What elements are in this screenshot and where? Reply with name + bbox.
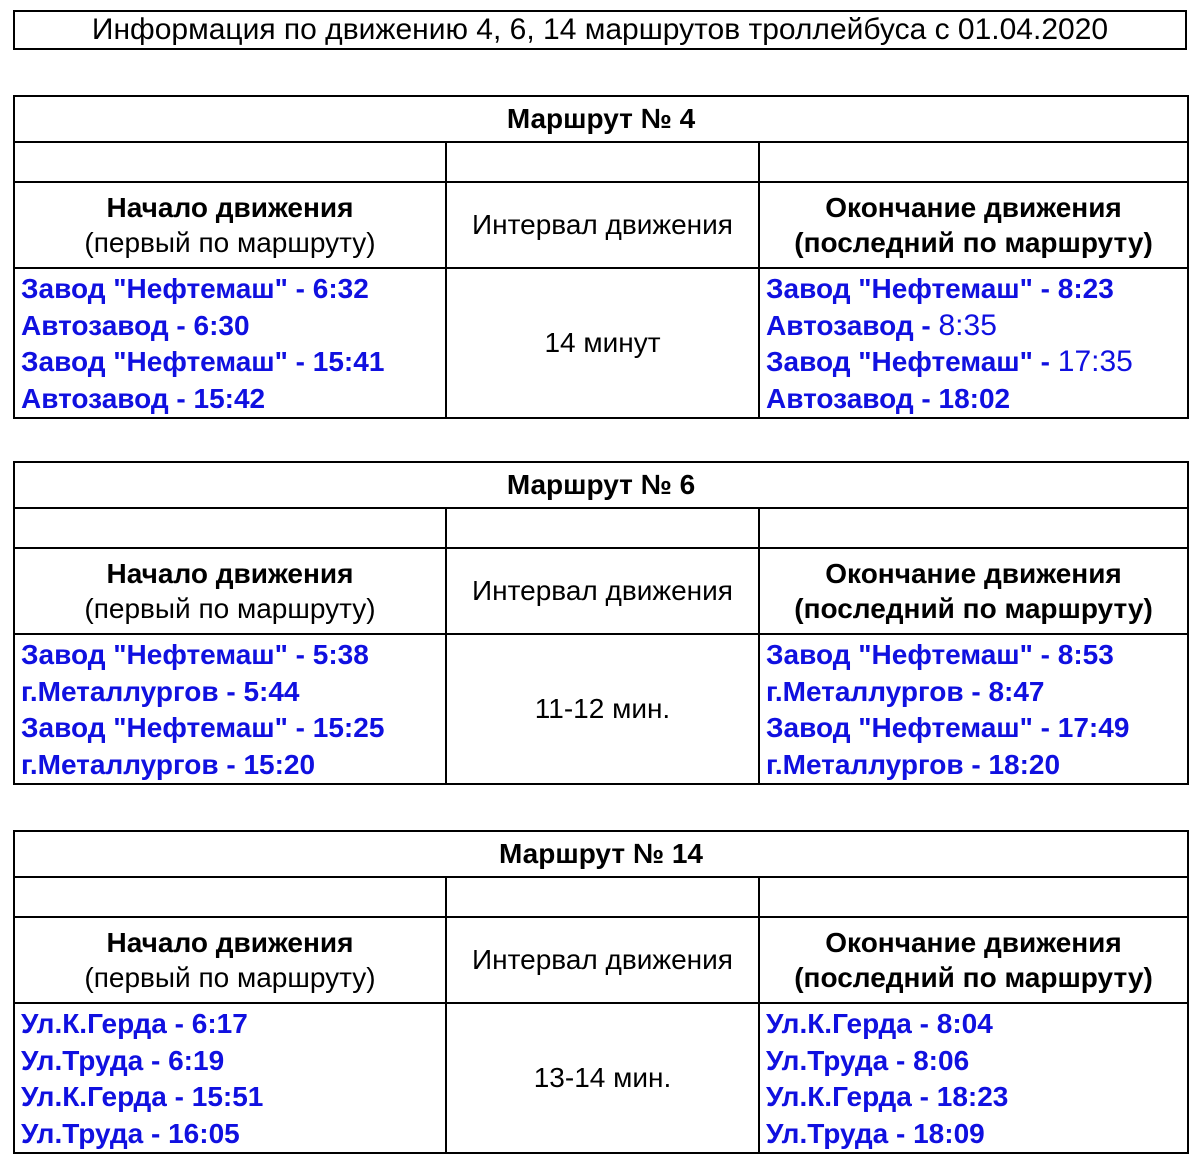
start-times [14,1003,446,1153]
start-subheader: (первый по маршруту) [84,593,376,624]
interval-header: Интервал движения [446,917,759,1003]
end-stop: г.Металлургов - 18:20 [766,748,1061,780]
start-time-entry: Завод "Нефтемаш" - 5:38 [21,639,369,670]
end-times [759,268,1188,418]
start-header-cell [14,917,446,1003]
end-time-entry [766,308,1187,345]
start-time-entry: Ул.К.Герда - 6:17 [21,1008,248,1039]
end-stop: г.Металлургов - 8:47 [766,675,1045,707]
end-stop: Ул.К.Герда - 18:23 [766,1081,1009,1112]
end-stop: Завод "Нефтемаш" - [766,346,1058,377]
end-times [759,634,1188,784]
end-time-entry [766,747,1187,784]
blank-row [14,877,1188,917]
end-subheader: (последний по маршруту) [794,962,1153,993]
route-title: Маршрут № 6 [14,462,1188,508]
start-header-cell [14,182,446,268]
end-time: 17:35 [1057,345,1133,378]
end-header: Окончание движения [825,927,1122,958]
interval-header: Интервал движения [446,548,759,634]
end-stop: Завод "Нефтемаш" - 17:49 [766,712,1130,743]
start-subheader: (первый по маршруту) [84,227,376,258]
start-header: Начало движения [106,192,354,223]
start-time-entry: Завод "Нефтемаш" - 15:25 [21,712,385,743]
end-time-entry [766,637,1187,674]
blank-row [14,142,1188,182]
end-time-entry [766,381,1187,418]
start-time-entry: Ул.Труда - 16:05 [21,1117,240,1149]
start-time-entry: Завод "Нефтемаш" - 15:41 [21,346,385,377]
interval-value: 11-12 мин. [446,634,759,784]
end-stop: Ул.Труда - 8:06 [766,1044,970,1076]
end-time-entry [766,344,1187,381]
start-times [14,634,446,784]
end-time-entry [766,1043,1187,1080]
end-header-cell [759,917,1188,1003]
start-time-entry: г.Металлургов - 5:44 [21,675,300,707]
blank-row [14,508,1188,548]
end-time-entry [766,1006,1187,1043]
start-header: Начало движения [106,927,354,958]
interval-header: Интервал движения [446,182,759,268]
end-header: Окончание движения [825,192,1122,223]
end-time-entry [766,710,1187,747]
start-time-entry: Ул.К.Герда - 15:51 [21,1081,264,1112]
interval-value: 13-14 мин. [446,1003,759,1153]
end-stop: Завод "Нефтемаш" - 8:53 [766,639,1114,670]
end-header: Окончание движения [825,558,1122,589]
start-time-entry: Автозавод - 15:42 [21,382,266,414]
end-stop: Автозавод - [766,309,939,341]
start-time-entry: Ул.Труда - 6:19 [21,1044,225,1076]
end-time-entry [766,271,1187,308]
interval-value: 14 минут [446,268,759,418]
start-times [14,268,446,418]
end-time: 8:35 [938,308,997,342]
end-stop: Автозавод - 18:02 [766,382,1011,414]
start-time-entry: Автозавод - 6:30 [21,309,250,341]
end-time-entry [766,674,1187,711]
start-header: Начало движения [106,558,354,589]
start-subheader: (первый по маршруту) [84,962,376,993]
end-header-cell [759,548,1188,634]
end-subheader: (последний по маршруту) [794,227,1153,258]
end-times [759,1003,1188,1153]
route-table-4 [13,95,1189,419]
route-title: Маршрут № 4 [14,96,1188,142]
end-time-entry [766,1116,1187,1153]
start-header-cell [14,548,446,634]
route-table-6 [13,461,1189,785]
route-table-14 [13,830,1189,1154]
start-time-entry: Завод "Нефтемаш" - 6:32 [21,273,369,304]
end-time-entry [766,1079,1187,1116]
route-title: Маршрут № 14 [14,831,1188,877]
end-stop: Завод "Нефтемаш" - 8:23 [766,273,1114,304]
end-header-cell [759,182,1188,268]
end-stop: Ул.К.Герда - 8:04 [766,1008,993,1039]
start-time-entry: г.Металлургов - 15:20 [21,748,316,780]
end-subheader: (последний по маршруту) [794,593,1153,624]
page-title: Информация по движению 4, 6, 14 маршрутов троллейбуса с 01.04.2020 [13,10,1187,50]
end-stop: Ул.Труда - 18:09 [766,1117,985,1149]
